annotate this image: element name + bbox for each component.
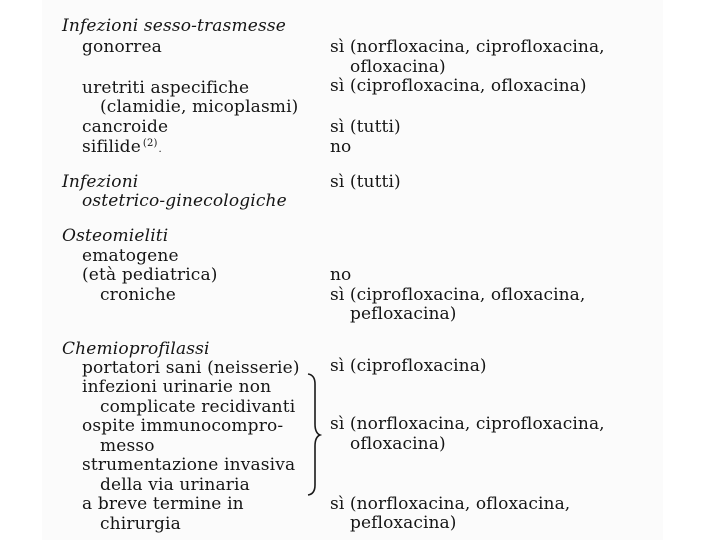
- answer-portatori: sì (ciprofloxacina): [330, 356, 487, 376]
- answer-croniche-cont: pefloxacina): [350, 304, 457, 324]
- answer-grouped-cont: ofloxacina): [350, 434, 446, 454]
- section-header-ostetrico: ostetrico-ginecologiche: [82, 191, 287, 211]
- answer-ostetrico: sì (tutti): [330, 172, 401, 192]
- footnote-dot: .: [158, 144, 162, 155]
- answer-grouped: sì (norfloxacina, ciprofloxacina,: [330, 414, 605, 434]
- section-header-infezioni: Infezioni: [62, 172, 139, 192]
- answer-sifilide: no: [330, 137, 352, 157]
- item-infezioni-urinarie-cont: complicate recidivanti: [100, 397, 296, 417]
- item-sifilide-label: sifilide: [82, 137, 141, 157]
- answer-eta-pediatrica: no: [330, 265, 352, 285]
- answer-gonorrea-cont: ofloxacina): [350, 57, 446, 77]
- item-strumentazione-cont: della via urinaria: [100, 475, 250, 495]
- section-header-chemioprofilassi: Chemioprofilassi: [62, 339, 210, 359]
- item-uretriti-detail: (clamidie, micoplasmi): [100, 97, 299, 117]
- answer-cancroide: sì (tutti): [330, 117, 401, 137]
- section-header-sexually-transmitted: Infezioni sesso-trasmesse: [62, 16, 286, 36]
- item-eta-pediatrica: (età pediatrica): [82, 265, 218, 285]
- answer-breve-termine: sì (norfloxacina, ofloxacina,: [330, 494, 571, 514]
- item-ospite-cont: messo: [100, 436, 155, 456]
- item-cancroide: cancroide: [82, 117, 169, 137]
- item-ospite: ospite immunocompro-: [82, 416, 284, 436]
- item-sifilide: [82, 139, 162, 156]
- item-ematogene: ematogene: [82, 246, 179, 266]
- answer-gonorrea: sì (norfloxacina, ciprofloxacina,: [330, 37, 605, 57]
- item-strumentazione: strumentazione invasiva: [82, 455, 296, 475]
- item-breve-termine-cont: chirurgia: [100, 514, 181, 534]
- grouping-brace: [304, 372, 324, 497]
- answer-breve-termine-cont: pefloxacina): [350, 513, 457, 533]
- footnote-marker: (2): [142, 138, 158, 149]
- section-header-osteomieliti: Osteomieliti: [62, 226, 169, 246]
- item-portatori: portatori sani (neisserie): [82, 358, 300, 378]
- item-uretriti: uretriti aspecifiche: [82, 78, 250, 98]
- item-gonorrea: gonorrea: [82, 37, 162, 57]
- item-breve-termine: a breve termine in: [82, 494, 244, 514]
- item-infezioni-urinarie: infezioni urinarie non: [82, 377, 272, 397]
- answer-croniche: sì (ciprofloxacina, ofloxacina,: [330, 285, 586, 305]
- item-croniche: croniche: [100, 285, 176, 305]
- answer-uretriti: sì (ciprofloxacina, ofloxacina): [330, 76, 587, 96]
